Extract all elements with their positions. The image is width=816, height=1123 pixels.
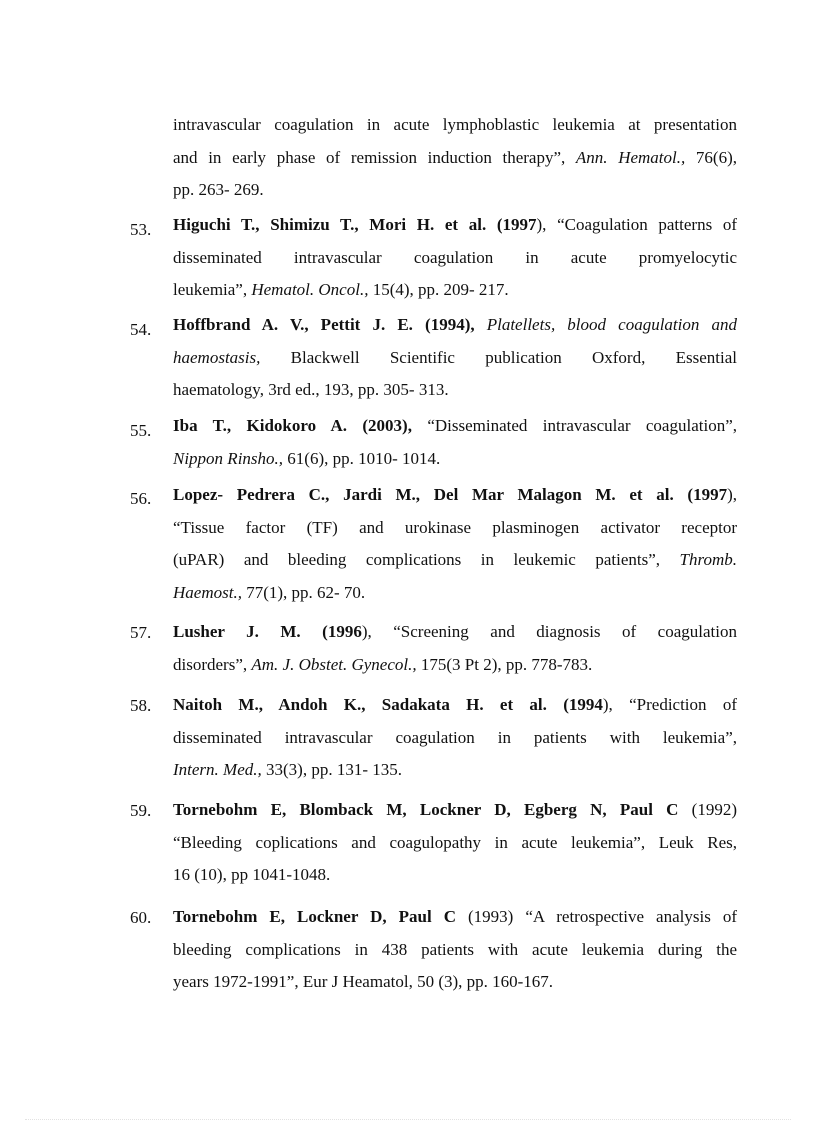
ref-line: years 1972-1991”, Eur J Heamatol, 50 (3), pp. 160-167. bbox=[173, 972, 554, 992]
ref-line: Lusher J. M. (1996), “Screening and diagnosis of coagulation bbox=[173, 622, 737, 641]
reference-number: 54. bbox=[130, 320, 152, 339]
reference-number: 53. bbox=[130, 220, 152, 239]
ref-line: Iba T., Kidokoro A. (2003), “Disseminated intravascular coagulation”, bbox=[173, 416, 737, 435]
reference-number: 60. bbox=[130, 908, 152, 927]
ref-line: 16 (10), pp 1041-1048. bbox=[173, 865, 331, 885]
reference-53 bbox=[173, 209, 737, 307]
reference-number: 59. bbox=[130, 801, 152, 820]
ref-line: leukemia”, Hematol. Oncol., 15(4), pp. 209- 217. bbox=[173, 280, 509, 300]
reference-55 bbox=[173, 410, 737, 475]
reference-57 bbox=[173, 616, 737, 681]
ref-line: Nippon Rinsho., 61(6), pp. 1010- 1014. bbox=[173, 448, 441, 468]
reference-number: 57. bbox=[130, 623, 152, 642]
ref-line: bleeding complications in 438 patients with acute leukemia during the bbox=[173, 939, 737, 959]
reference-59 bbox=[173, 794, 737, 892]
ref-line: “Tissue factor (TF) and urokinase plasminogen activator receptor bbox=[173, 517, 737, 537]
reference-52-continuation bbox=[173, 109, 737, 207]
ref-line: Hoffbrand A. V., Pettit J. E. (1994), Platellets, blood coagulation and bbox=[173, 315, 737, 334]
ref-line: and in early phase of remission induction therapy”, Ann. Hematol., 76(6), bbox=[173, 147, 737, 167]
reference-number: 55. bbox=[130, 421, 152, 440]
page-bottom-divider bbox=[25, 1119, 791, 1120]
ref-line: Haemost., 77(1), pp. 62- 70. bbox=[173, 582, 366, 602]
reference-60 bbox=[173, 901, 737, 999]
reference-54 bbox=[173, 309, 737, 407]
ref-line: “Bleeding coplications and coagulopathy in acute leukemia”, Leuk Res, bbox=[173, 832, 737, 852]
reference-number: 56. bbox=[130, 489, 152, 508]
ref-line: disorders”, Am. J. Obstet. Gynecol., 175(3 Pt 2), pp. 778-783. bbox=[173, 654, 593, 674]
ref-line: disseminated intravascular coagulation in patients with leukemia”, bbox=[173, 727, 737, 747]
ref-line: haemostasis, Blackwell Scientific publication Oxford, Essential bbox=[173, 347, 737, 367]
ref-line: pp. 263- 269. bbox=[173, 180, 264, 200]
ref-line: Naitoh M., Andoh K., Sadakata H. et al. (1994), “Prediction of bbox=[173, 695, 737, 714]
ref-line: Tornebohm E, Lockner D, Paul C (1993) “A retrospective analysis of bbox=[173, 907, 737, 926]
ref-line: intravascular coagulation in acute lymphoblastic leukemia at presentation bbox=[173, 115, 737, 134]
reference-number: 58. bbox=[130, 696, 152, 715]
ref-line: Intern. Med., 33(3), pp. 131- 135. bbox=[173, 760, 402, 780]
ref-line: (uPAR) and bleeding complications in leukemic patients”, Thromb. bbox=[173, 550, 737, 570]
ref-line: disseminated intravascular coagulation in acute promyelocytic bbox=[173, 247, 737, 267]
ref-line: Lopez- Pedrera C., Jardi M., Del Mar Malagon M. et al. (1997), bbox=[173, 485, 737, 504]
ref-line: Higuchi T., Shimizu T., Mori H. et al. (1997), “Coagulation patterns of bbox=[173, 215, 737, 234]
ref-line: Tornebohm E, Blomback M, Lockner D, Egberg N, Paul C (1992) bbox=[173, 800, 737, 819]
ref-line: haematology, 3rd ed., 193, pp. 305- 313. bbox=[173, 380, 449, 400]
reference-58 bbox=[173, 689, 737, 787]
reference-56 bbox=[173, 479, 737, 609]
